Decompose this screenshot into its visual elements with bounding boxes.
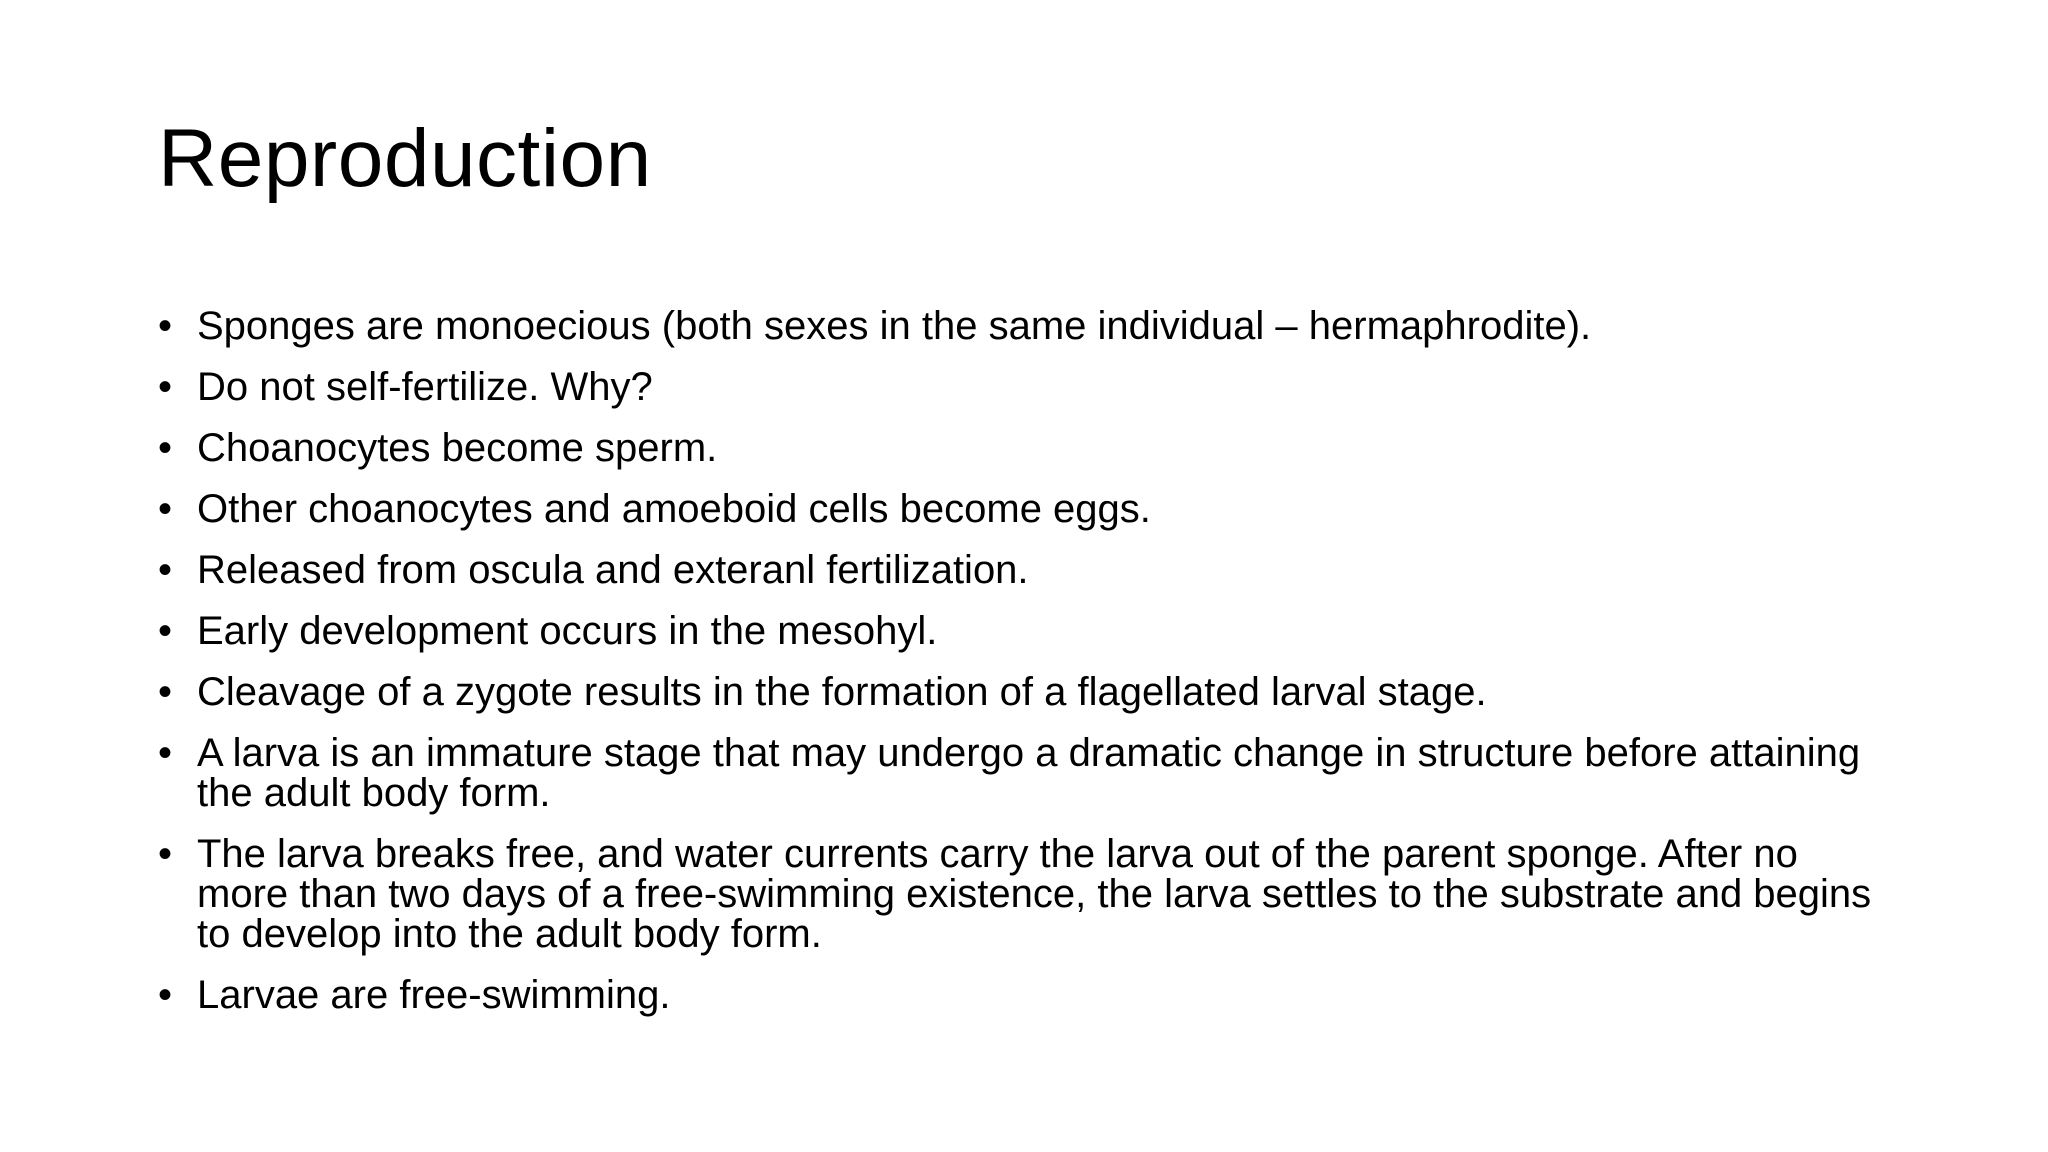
bullet-item: [158, 428, 1898, 468]
bullet-icon: •: [158, 973, 173, 1017]
bullet-text: A larva is an immature stage that may undergo a dramatic change in structure before attaining the adult body form.: [197, 731, 1861, 815]
bullet-text: The larva breaks free, and water currents carry the larva out of the parent sponge. After no more than two days of a free-swimming existence, the larva settles to the substrate and begins to develop into the adult body form.: [197, 832, 1872, 956]
bullet-item: [158, 834, 1898, 954]
bullet-item: [158, 550, 1898, 590]
bullet-icon: •: [158, 426, 173, 470]
bullet-item: [158, 367, 1898, 407]
bullet-text: Sponges are monoecious (both sexes in the same individual – hermaphrodite).: [197, 304, 1592, 348]
bullet-text: Larvae are free-swimming.: [197, 973, 671, 1017]
bullet-text: Early development occurs in the mesohyl.: [197, 609, 938, 653]
bullet-icon: •: [158, 832, 173, 876]
bullet-text: Choanocytes become sperm.: [197, 426, 718, 470]
bullet-icon: •: [158, 548, 173, 592]
bullet-item: [158, 975, 1898, 1015]
bullet-text: Other choanocytes and amoeboid cells become eggs.: [197, 487, 1151, 531]
slide-title: Reproduction: [158, 113, 652, 204]
bullet-icon: •: [158, 365, 173, 409]
bullet-item: [158, 672, 1898, 712]
bullet-item: [158, 733, 1898, 813]
bullet-text: Released from oscula and exteranl fertilization.: [197, 548, 1029, 592]
bullet-icon: •: [158, 487, 173, 531]
bullet-text: Cleavage of a zygote results in the formation of a flagellated larval stage.: [197, 670, 1487, 714]
bullet-item: [158, 489, 1898, 529]
bullet-list: [158, 306, 1898, 1036]
bullet-icon: •: [158, 731, 173, 775]
bullet-icon: •: [158, 304, 173, 348]
bullet-icon: •: [158, 670, 173, 714]
bullet-icon: •: [158, 609, 173, 653]
bullet-text: Do not self-fertilize. Why?: [197, 365, 653, 409]
bullet-item: [158, 611, 1898, 651]
bullet-item: [158, 306, 1898, 346]
